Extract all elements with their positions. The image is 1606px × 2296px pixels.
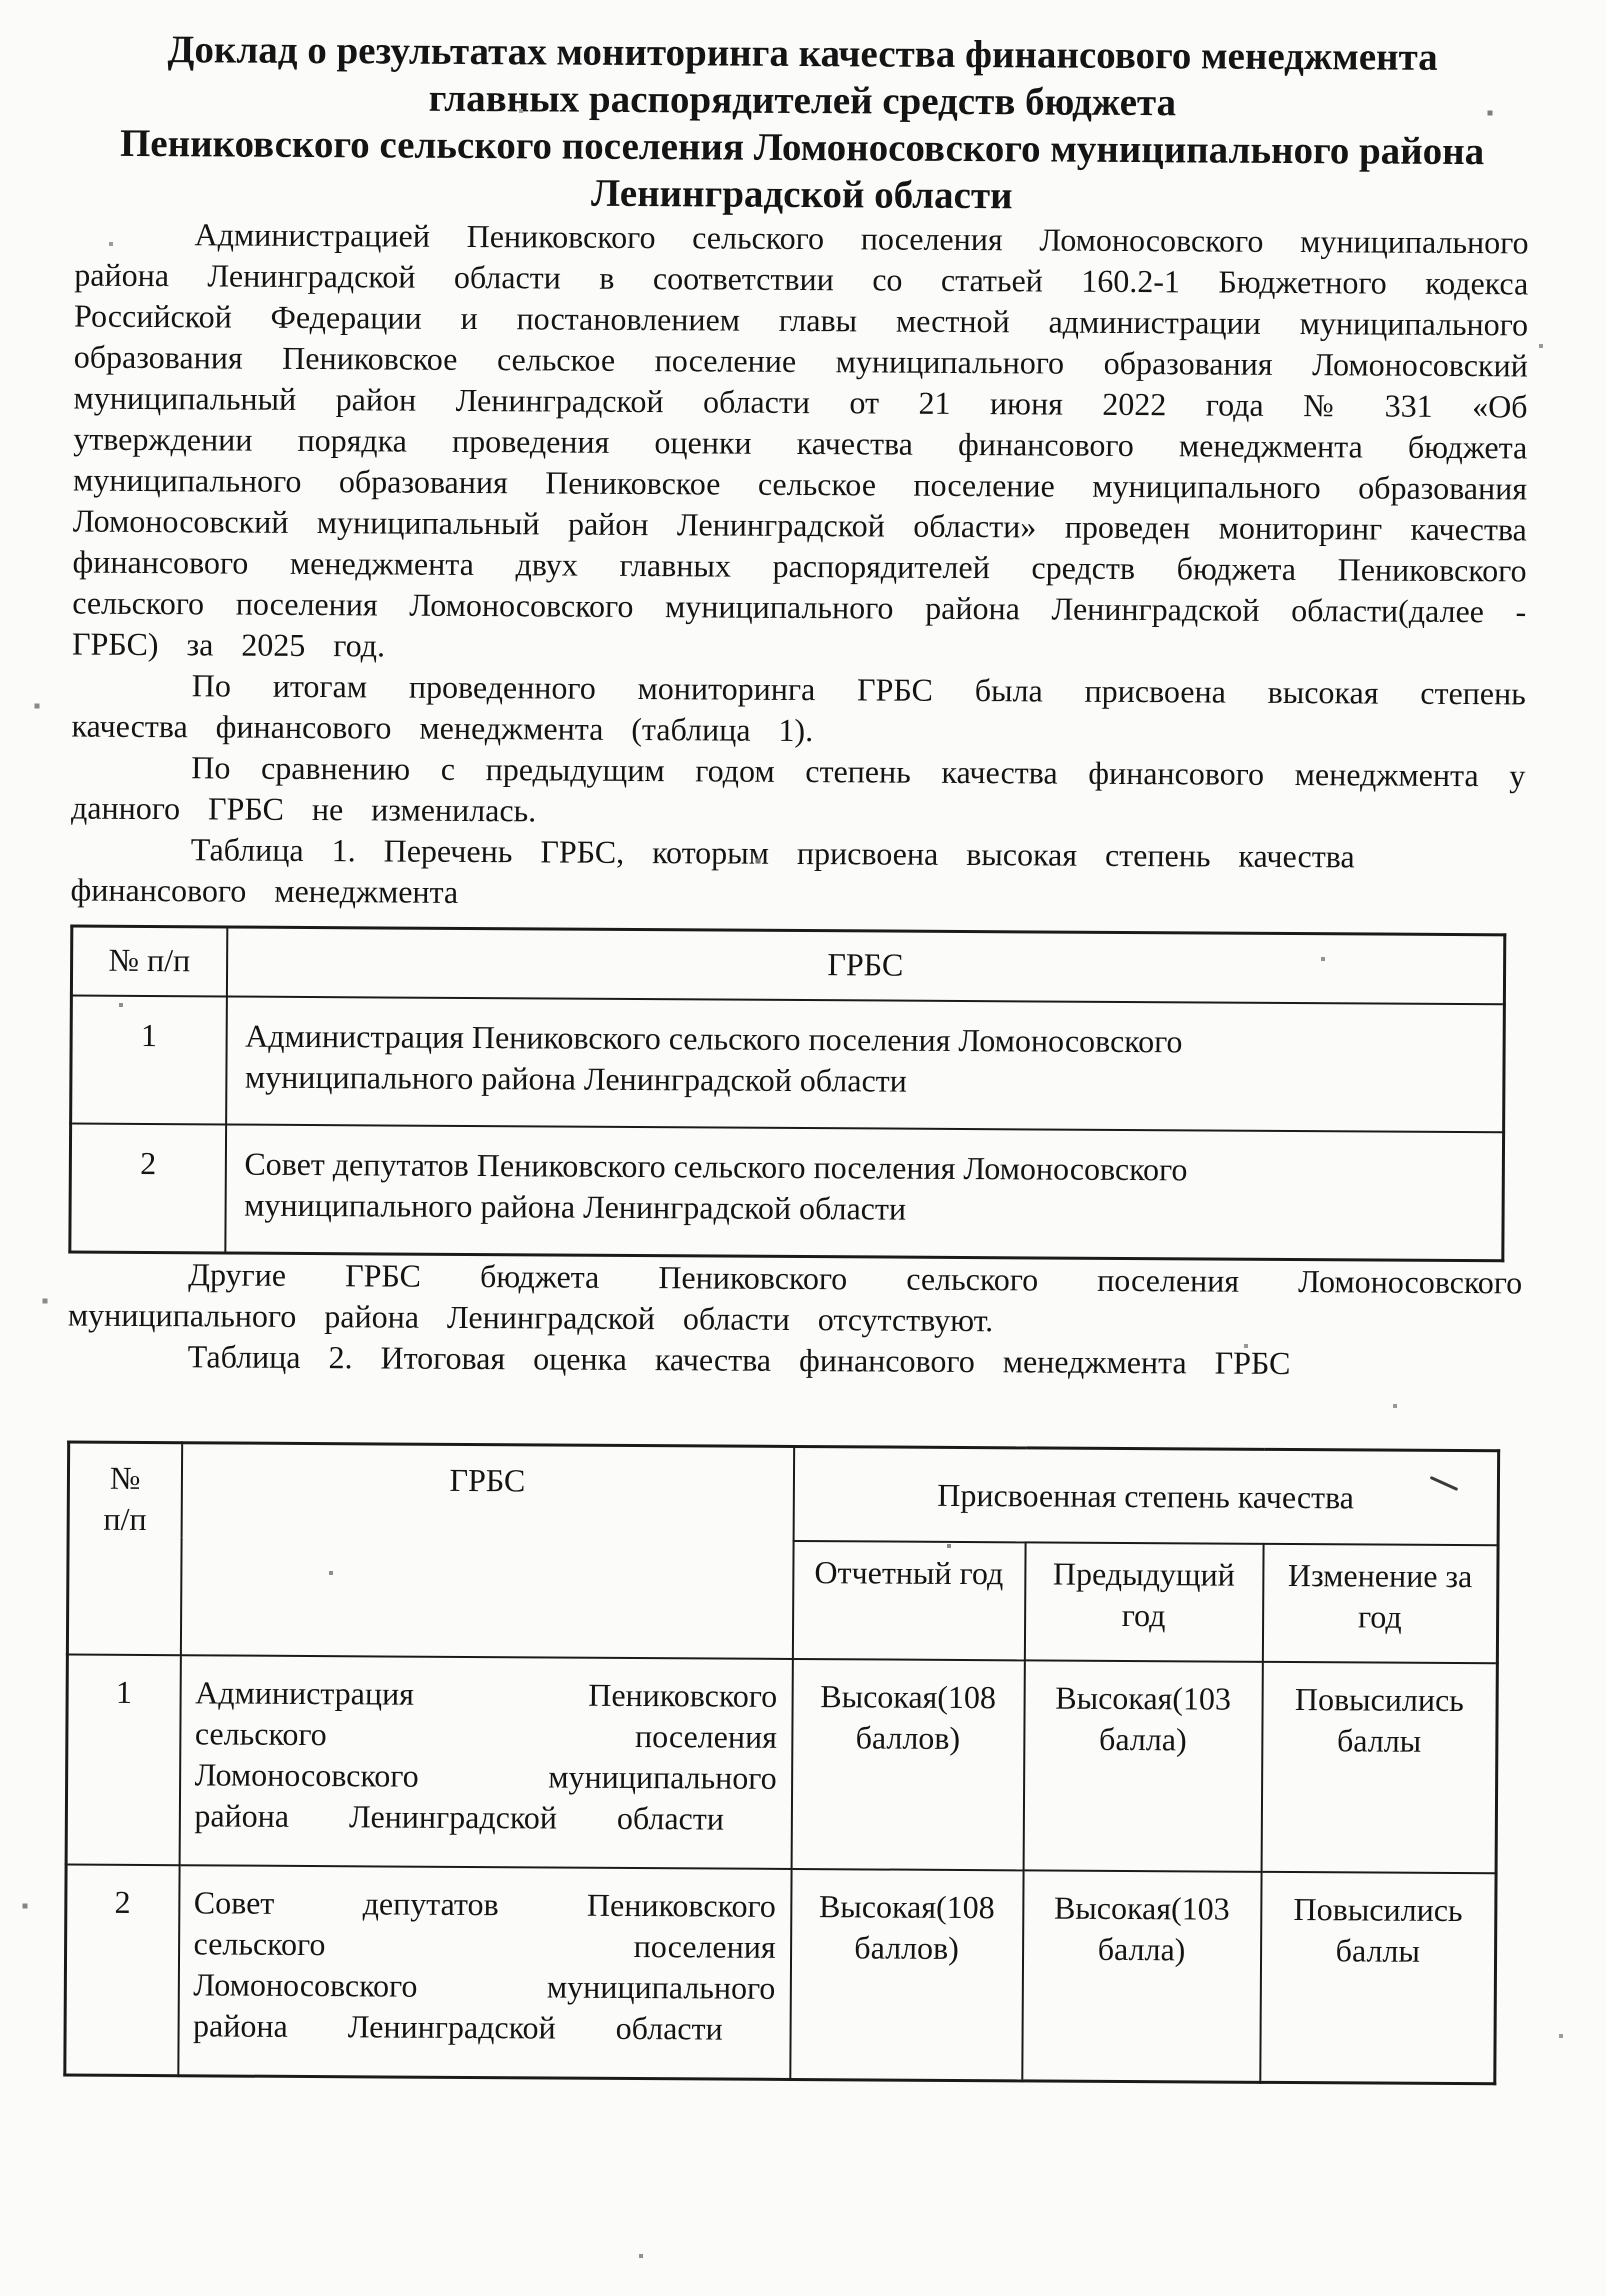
title-line: Ленинградской области: [590, 171, 1013, 218]
table2-header-previous-year: Предыдущий год: [1024, 1542, 1263, 1661]
table2-row2-previous: Высокая(103 балла): [1022, 1870, 1261, 2082]
table1-caption: Таблица 1. Перечень ГРБС, которым присвоена высокая степень качества финансового менеджмента: [70, 831, 1355, 910]
table2-header-num-line2: п/п: [103, 1500, 147, 1538]
paragraph-results: По итогам проведенного мониторинга ГРБС была присвоена высокая степень качества финансового менеджмента (таблица 1).: [71, 667, 1526, 749]
scan-stray-mark: [1430, 1476, 1459, 1491]
table1-header-num: № п/п: [71, 926, 226, 996]
table2-row2-report: Высокая(108 баллов): [790, 1869, 1023, 2081]
table2-header-grbs: ГРБС: [180, 1443, 793, 1659]
table2-row1-num: 1: [66, 1655, 180, 1866]
table2-row2-change: Повысились баллы: [1260, 1872, 1496, 2084]
table-row: [70, 1124, 1504, 1261]
paragraph-other-grbs: Другие ГРБС бюджета Пениковского сельского поселения Ломоносовского муниципального района Ленинградской области отсутствуют.: [67, 1256, 1523, 1339]
title-line: главных распорядителей средств бюджета: [428, 76, 1177, 125]
title-line: Пениковского сельского поселения Ломоносовского муниципального района: [119, 121, 1485, 174]
table2-row1-grbs: Администрация Пениковского сельского поселения Ломоносовского муниципального района Ленинградской области: [179, 1655, 792, 1869]
table2-quality-assessment: [63, 1441, 1500, 2086]
table1-row2-num: 2: [70, 1124, 226, 1253]
table2-header-report-year: Отчетный год: [792, 1541, 1025, 1660]
title-line: Доклад о результатах мониторинга качества финансового менеджмента: [167, 28, 1438, 79]
table2-header-row-top: [68, 1442, 1499, 1545]
table1-grbs-list: [68, 925, 1506, 1263]
table2-row1-report: Высокая(108 баллов): [791, 1659, 1024, 1870]
table2-row2-num: 2: [65, 1865, 179, 2076]
paragraph-intro: Администрацией Пениковского сельского поселения Ломоносовского муниципального района Ленинградской области в соответствии со статьей 160.2-1 Бюджетного кодекса Российской Федерации и постановлением главы местной администрации муниципального образования Пениковское сельское поселение муниципального образования Ломоносовский муниципальный район Ленинградской области от 21 июня 2022 года № 331 «Об утверждении порядка проведения оценки качества финансового менеджмента бюджета муниципального образования Пениковское сельское поселение муниципального образования Ломоносовский муниципальный район Ленинградской области» проведен мониторинг качества финансового менеджмента двух главных распорядителей средств бюджета Пениковского сельского поселения Ломоносовского муниципального района Ленинградской области(далее - ГРБС) за 2025 год.: [71, 216, 1529, 664]
table2-header-quality-group: [793, 1446, 1499, 1545]
table2-header-change: Изменение за год: [1262, 1544, 1498, 1663]
table2-row2-grbs: Совет депутатов Пениковского сельского поселения Ломоносовского муниципального района Ленинградской области: [178, 1865, 791, 2079]
table1-row1-grbs: Администрация Пениковского сельского поселения Ломоносовского муниципального района Ленинградской области: [226, 996, 1505, 1132]
scan-noise-specks: [0, 0, 2, 2]
table2-row1-previous: Высокая(103 балла): [1023, 1660, 1262, 1871]
table1-header-grbs: ГРБС: [226, 927, 1504, 1004]
table-row: [71, 996, 1505, 1133]
table2-header-num-line1: №: [109, 1459, 141, 1496]
table2-row1-change: Повысились баллы: [1261, 1662, 1497, 1873]
table2-header-num: [67, 1442, 181, 1655]
table1-row1-num: 1: [71, 996, 227, 1125]
table2-header-quality-group-label: Присвоенная степень качества: [937, 1476, 1355, 1515]
table1-row2-grbs: Совет депутатов Пениковского сельского поселения Ломоносовского муниципального района Ленинградской области: [225, 1124, 1504, 1260]
table-row: [65, 1865, 1496, 2084]
table-row: [66, 1655, 1497, 1874]
table1-header-row: [71, 926, 1504, 1004]
paragraph-comparison: По сравнению с предыдущим годом степень качества финансового менеджмента у данного ГРБС не изменилась.: [70, 749, 1526, 829]
table2-caption: Таблица 2. Итоговая оценка качества финансового менеджмента ГРБС: [187, 1338, 1291, 1382]
document-title: [75, 26, 1530, 223]
